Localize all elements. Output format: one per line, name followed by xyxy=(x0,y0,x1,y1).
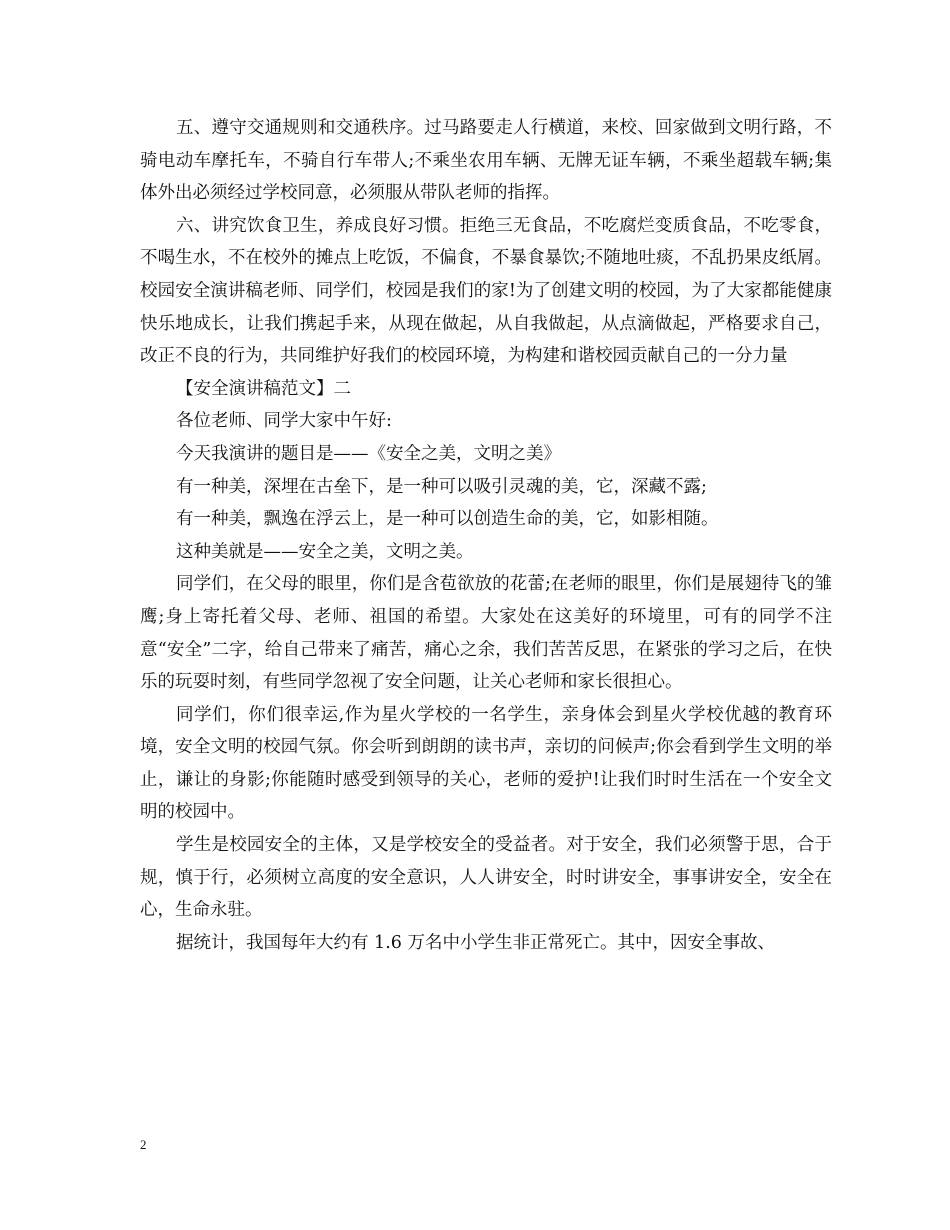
page-number: 2 xyxy=(140,1137,147,1152)
paragraph-students-parents: 同学们，在父母的眼里，你们是含苞欲放的花蕾;在老师的眼里，你们是展翅待飞的雏鹰;身上寄托着父母、老师、祖国的希望。大家处在这美好的环境里，可有的同学不注意“安全”二字，给自己带来了痛苦，痛心之余，我们苦苦反思，在紧张的学习之后，在快乐的玩耍时刻，有些同学忽视了安全问题，让关心老师和家长很担心。 xyxy=(140,574,832,693)
speech-title-line: 今天我演讲的题目是——《安全之美，文明之美》 xyxy=(176,443,561,464)
beauty-line-1: 有一种美，深埋在古垒下，是一种可以吸引灵魂的美，它，深藏不露; xyxy=(176,476,707,497)
greeting-line: 各位老师、同学大家中午好: xyxy=(176,411,392,432)
beauty-line-3: 这种美就是——安全之美，文明之美。 xyxy=(176,541,474,562)
section-heading: 【安全演讲稿范文】二 xyxy=(176,378,351,399)
paragraph-safety-subject: 学生是校园安全的主体，又是学校安全的受益者。对于安全，我们必须警于思，合于规，慎于行，必须树立高度的安全意识，人人讲安全，时时讲安全，事事讲安全，安全在心，生命永驻。 xyxy=(140,835,832,921)
paragraph-school-environment: 同学们，你们很幸运,作为星火学校的一名学生，亲身体会到星火学校优越的教育环境，安全文明的校园气氛。你会听到朗朗的读书声，亲切的问候声;你会看到学生文明的举止，谦让的身影;你能随时感受到领导的关心，老师的爱护!让我们时时生活在一个安全文明的校园中。 xyxy=(140,704,832,823)
document-body xyxy=(140,112,832,959)
paragraph-food-hygiene: 六、讲究饮食卫生，养成良好习惯。拒绝三无食品，不吃腐烂变质食品，不吃零食，不喝生水，不在校外的摊点上吃饭，不偏食，不暴食暴饮;不随地吐痰，不乱扔果皮纸屑。校园安全演讲稿老师、同学们，校园是我们的家!为了创建文明的校园，为了大家都能健康快乐地成长，让我们携起手来，从现在做起，从自我做起，从点滴做起，严格要求自己，改正不良的行为，共同维护好我们的校园环境，为构建和谐校园贡献自己的一分力量 xyxy=(140,215,832,367)
beauty-line-2: 有一种美，飘逸在浮云上，是一种可以创造生命的美，它，如影相随。 xyxy=(176,509,719,530)
paragraph-traffic-rules: 五、遵守交通规则和交通秩序。过马路要走人行横道，来校、回家做到文明行路，不骑电动车摩托车，不骑自行车带人;不乘坐农用车辆、无牌无证车辆，不乘坐超载车辆;集体外出必须经过学校同意，必须服从带队老师的指挥。 xyxy=(140,118,832,204)
paragraph-statistics: 据统计，我国每年大约有 1.6 万名中小学生非正常死亡。其中，因安全事故、 xyxy=(176,932,775,953)
